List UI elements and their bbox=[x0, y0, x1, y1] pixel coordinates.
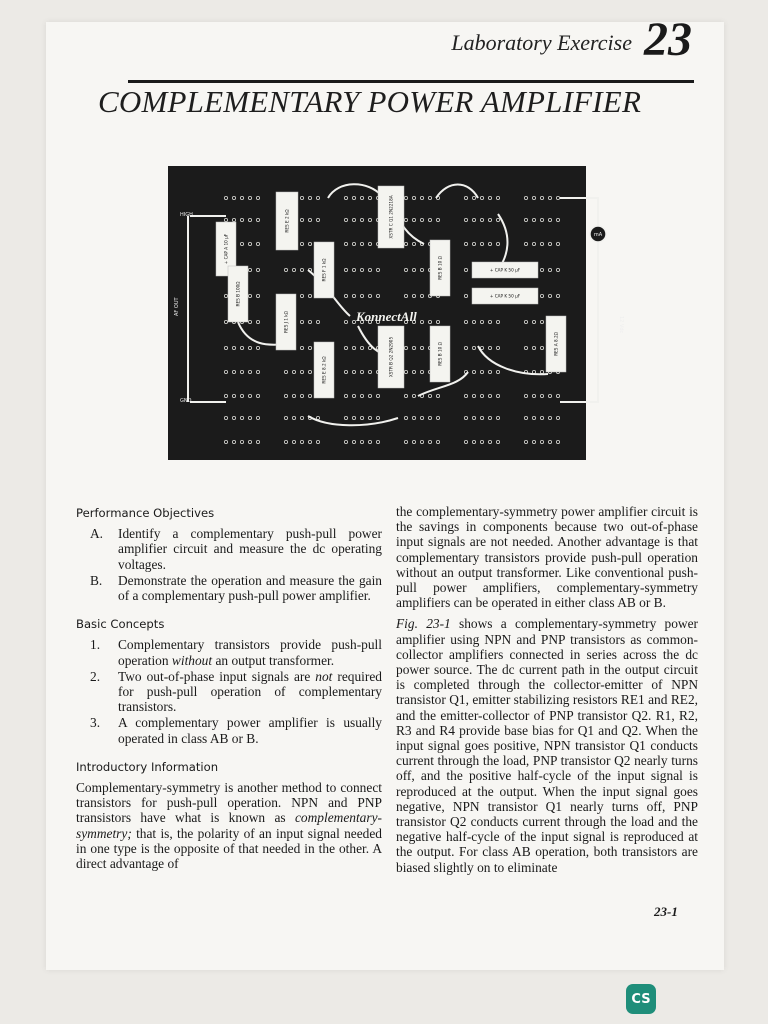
camscanner-badge: CS bbox=[626, 984, 656, 1014]
resistor-res-e82 bbox=[314, 342, 334, 398]
svg-text:RES J 1 kΩ: RES J 1 kΩ bbox=[283, 311, 289, 333]
objective-item bbox=[76, 573, 382, 603]
intro-heading: Introductory Information bbox=[76, 759, 219, 774]
svg-text:XSTR C Q1 2N2218A: XSTR C Q1 2N2218A bbox=[388, 195, 394, 239]
resistor-res-b bbox=[228, 266, 248, 322]
capacitor-cap-k1 bbox=[472, 262, 538, 278]
concepts-section bbox=[76, 617, 382, 746]
concept-item bbox=[76, 715, 382, 745]
page-number: 23-1 bbox=[654, 904, 678, 919]
konnectall-logo: KonnectAll bbox=[356, 309, 417, 324]
transistor-q1 bbox=[378, 186, 404, 248]
body-paragraph: the complementary-symmetry power amplifier circuit is the savings in components because two out-of-phase input signals are not needed. Another advantage is that complementary transistors provide push-pull operation without an output transformer. Like conventional push-pull power amplifiers, complementary-symmetry amplifiers can be operated in either class AB or B. bbox=[396, 504, 698, 611]
exercise-number: 23 bbox=[644, 13, 692, 66]
resistor-res-e bbox=[276, 192, 298, 250]
objectives-section bbox=[76, 506, 382, 603]
resistor-res-b10 bbox=[430, 240, 450, 296]
svg-text:RES F 1 kΩ: RES F 1 kΩ bbox=[321, 258, 327, 282]
svg-text:RES B 10 Ω: RES B 10 Ω bbox=[437, 256, 443, 280]
svg-text:RES E 2 kΩ: RES E 2 kΩ bbox=[284, 209, 290, 233]
resistor-res-b10b bbox=[430, 326, 450, 382]
intro-section bbox=[76, 760, 382, 871]
objective-marker: B. bbox=[90, 572, 103, 588]
meter-label: mA bbox=[593, 232, 603, 238]
concept-marker: 3. bbox=[90, 715, 101, 731]
objective-marker: A. bbox=[90, 526, 104, 542]
right-column bbox=[396, 504, 698, 881]
svg-text:RES E 8.2 kΩ: RES E 8.2 kΩ bbox=[321, 356, 327, 384]
objective-text: Identify a complementary push-pull power amplifier circuit and measure the dc operating voltages. bbox=[118, 526, 382, 572]
supply-label: 12 Vdc bbox=[618, 316, 624, 334]
resistor-res-a bbox=[546, 316, 566, 372]
concept-marker: 2. bbox=[90, 668, 101, 684]
objective-text: Demonstrate the operation and measure the gain of a complementary push-pull power amplifier. bbox=[118, 572, 382, 604]
objective-item bbox=[76, 526, 382, 572]
objectives-heading: Performance Objectives bbox=[76, 506, 215, 520]
concepts-heading: Basic Concepts bbox=[76, 617, 165, 632]
svg-text:+ CAP K 50 µF: + CAP K 50 µF bbox=[489, 293, 521, 299]
transistor-q2 bbox=[378, 326, 404, 388]
concept-item bbox=[76, 669, 382, 715]
header-rule bbox=[128, 80, 694, 83]
svg-text:RES B 100Ω: RES B 100Ω bbox=[235, 281, 241, 307]
figure-reference: Fig. 23-1 bbox=[396, 616, 451, 632]
af-out-label: AF OUT bbox=[174, 297, 180, 316]
breadboard-figure bbox=[168, 166, 624, 460]
concept-marker: 1. bbox=[90, 637, 101, 653]
resistor-res-j bbox=[276, 294, 296, 350]
svg-text:+ CAP A 10 µF: + CAP A 10 µF bbox=[223, 233, 229, 265]
svg-text:RES A 8.2Ω: RES A 8.2Ω bbox=[553, 332, 559, 356]
gnd-label: GND bbox=[180, 398, 192, 404]
capacitor-cap-k2 bbox=[472, 288, 538, 304]
concept-text: Complementary transistors provide push-pull operation without an output transformer. bbox=[118, 637, 382, 668]
header-label: Laboratory Exercise bbox=[451, 30, 632, 55]
concept-text: A complementary power amplifier is usually operated in class AB or B. bbox=[118, 715, 382, 746]
page-title: COMPLEMENTARY POWER AMPLIFIER bbox=[98, 84, 642, 119]
resistor-res-f bbox=[314, 242, 334, 298]
svg-text:+ CAP K 50 µF: + CAP K 50 µF bbox=[489, 267, 521, 273]
svg-text:XSTR B Q2 2N2905: XSTR B Q2 2N2905 bbox=[388, 336, 394, 378]
intro-paragraph: Complementary-symmetry is another method to connect transistors for push-pull operation. NPN and PNP transistors have what is known as complementary-symmetry; that is, the polarity of an input signal needed in one type is the opposite of that needed in the other. A direct advantage of bbox=[76, 780, 382, 872]
body-paragraph-figure: Fig. 23-1 shows a complementary-symmetry power amplifier using NPN and PNP transistors as common-collector amplifiers connected in series across the dc power source. The dc current path in the output circuit is completed through the collector-emitter of NPN transistor Q1, emitter stabilizing resistors RE1 and RE2, and the emitter-collector of PNP transistor Q2. R1, R2, R3 and R4 provide base bias for Q1 and Q2. When the input signal goes positive, NPN transistor Q1 conducts current through the load, PNP transistor Q2 nearly turns off, and the positive half-cycle of the input signal is reproduced at the output. When the input signal goes negative, NPN transistor Q1 nearly turns off, PNP transistor Q2 conducts current through the load and the negative half-cycle of the input signal is reproduced at the output. For class AB operation, both transistors are biased slightly on to eliminate bbox=[396, 616, 698, 875]
high-label: HIGH bbox=[180, 212, 193, 218]
svg-text:RES B 10 Ω: RES B 10 Ω bbox=[437, 342, 443, 366]
concept-item bbox=[76, 637, 382, 667]
concept-text: Two out-of-phase input signals are not required for push-pull operation of complementary transistors. bbox=[118, 668, 383, 715]
left-column bbox=[76, 506, 382, 885]
